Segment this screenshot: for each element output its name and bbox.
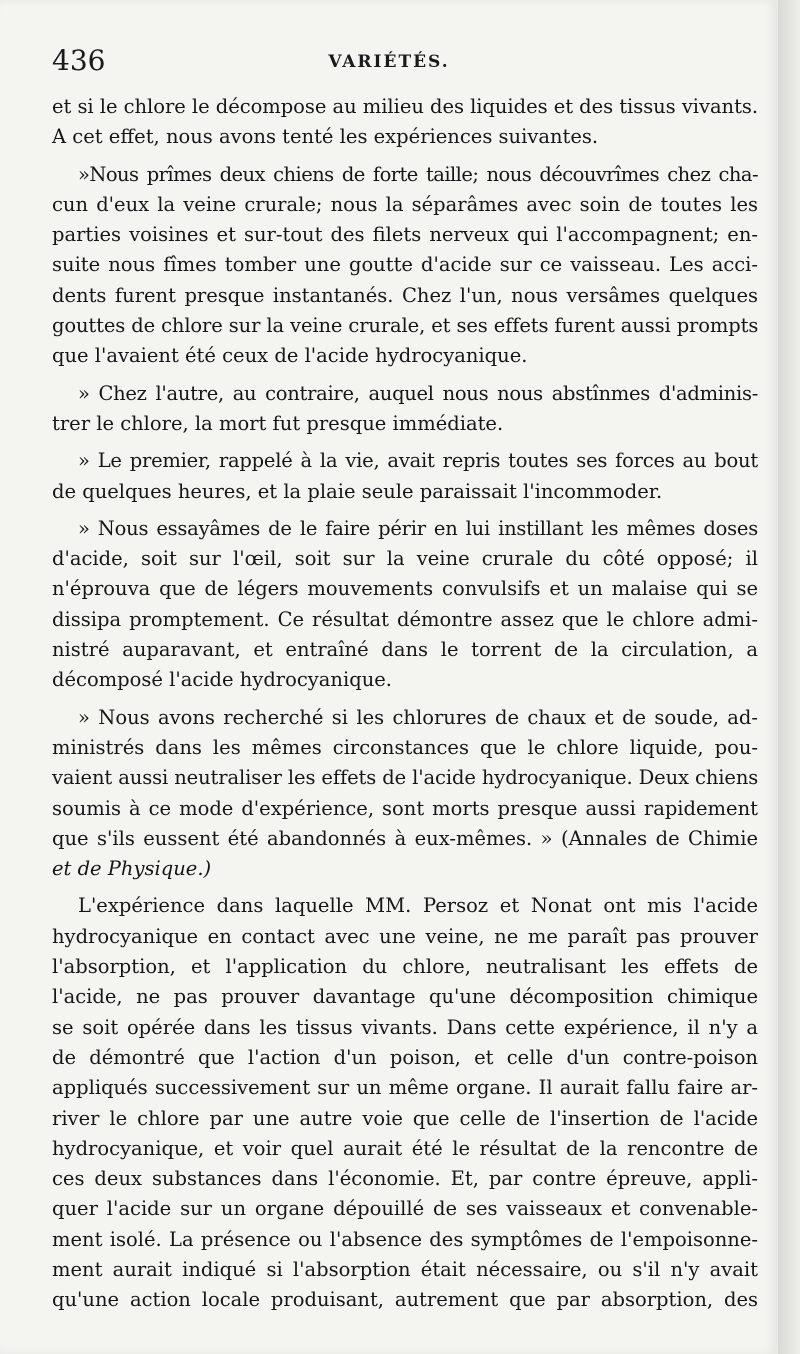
body-text — [52, 92, 758, 1316]
paragraph — [52, 446, 758, 507]
text-line: » Nous avons recherché si les chlorures de chaux et de soude, ad- — [78, 705, 758, 729]
text-line: ment aurait indiqué si l'absorption était nécessaire, ou s'il n'y avait — [52, 1257, 758, 1281]
text-line: nistré auparavant, et entraîné dans le torrent de la circulation, a — [52, 638, 758, 662]
paragraph — [52, 379, 758, 440]
text-line: gouttes de chlore sur la veine crurale, et ses effets furent aussi prompts — [52, 314, 759, 338]
running-title: VARIÉTÉS. — [328, 52, 450, 72]
text-line: A cet effet, nous avons tenté les expériences suivantes. — [52, 125, 599, 149]
text-line: l'acide, ne pas prouver davantage qu'une décomposition chimique — [52, 985, 758, 1009]
text-line: parties voisines et sur-tout des filets nerveux qui l'accompagnent; en- — [52, 223, 758, 247]
text-line: » Le premier, rappelé à la vie, avait repris toutes ses forces au bout — [78, 449, 758, 473]
text-line: appliqués successivement sur un même organe. Il aurait fallu faire ar- — [52, 1076, 758, 1100]
text-line: que l'avaient été ceux de l'acide hydrocyanique. — [52, 344, 528, 368]
text-line: et si le chlore le décompose au milieu des liquides et des tissus vivants. — [52, 95, 758, 118]
text-line: » Nous essayâmes de le faire périr en lui instillant les mêmes doses — [78, 516, 758, 540]
text-line: » Chez l'autre, au contraire, auquel nous nous abstînmes d'adminis- — [78, 381, 758, 405]
paragraph — [52, 703, 758, 885]
text-line: l'absorption, et l'application du chlore, neutralisant les effets de — [52, 955, 758, 979]
text-line: ment isolé. La présence ou l'absence des symptômes de l'empoisonne- — [52, 1227, 758, 1251]
page-edge — [778, 0, 800, 1354]
text-line: n'éprouva que de légers mouvements convulsifs et un malaise qui se — [52, 577, 758, 601]
paragraph — [52, 160, 758, 372]
text-line: ces deux substances dans l'économie. Et, par contre épreuve, appli- — [52, 1167, 758, 1191]
text-line: décomposé l'acide hydrocyanique. — [52, 668, 393, 692]
paragraph — [52, 92, 758, 153]
paragraph — [52, 891, 758, 1315]
text-line: dissipa promptement. Ce résultat démontre assez que le chlore admi- — [52, 607, 758, 631]
text-line: et de Physique.) — [52, 857, 212, 881]
text-line: qu'une action locale produisant, autrement que par absorption, des — [52, 1288, 758, 1312]
text-line: ministrés dans les mêmes circonstances que le chlore liquide, pou- — [52, 735, 758, 759]
text-line: que s'ils eussent été abandonnés à eux-mêmes. » (Annales de Chimie — [52, 826, 758, 850]
text-line: suite nous fîmes tomber une goutte d'acide sur ce vaisseau. Les acci- — [52, 253, 758, 277]
page-number: 436 — [52, 44, 106, 77]
text-line: quer l'acide sur un organe dépouillé de ses vaisseaux et convenable- — [52, 1197, 758, 1221]
text-line: se soit opérée dans les tissus vivants. Dans cette expérience, il n'y a — [52, 1015, 758, 1039]
text-line: hydrocyanique en contact avec une veine, ne me paraît pas prouver — [52, 924, 758, 948]
text-line: L'expérience dans laquelle MM. Persoz et Nonat ont mis l'acide — [78, 894, 758, 918]
text-line: d'acide, soit sur l'œil, soit sur la veine crurale du côté opposé; il — [52, 547, 758, 571]
text-line: de quelques heures, et la plaie seule paraissait l'incommoder. — [52, 479, 663, 503]
paragraph — [52, 514, 758, 696]
text-line: dents furent presque instantanés. Chez l'un, nous versâmes quelques — [52, 283, 758, 307]
text-line: de démontré que l'action d'un poison, et celle d'un contre-poison — [52, 1045, 758, 1069]
text-line: vaient aussi neutraliser les effets de l'acide hydrocyanique. Deux chiens — [52, 766, 759, 790]
text-line: river le chlore par une autre voie que celle de l'insertion de l'acide — [52, 1106, 758, 1130]
text-line: hydrocyanique, et voir quel aurait été le résultat de la rencontre de — [52, 1136, 758, 1160]
text-line: soumis à ce mode d'expérience, sont morts presque aussi rapidement — [52, 796, 758, 820]
text-line: cun d'eux la veine crurale; nous la séparâmes avec soin de toutes les — [52, 192, 758, 216]
text-line: »Nous prîmes deux chiens de forte taille; nous découvrîmes chez cha- — [78, 162, 758, 186]
text-line: trer le chlore, la mort fut presque immédiate. — [52, 411, 504, 435]
